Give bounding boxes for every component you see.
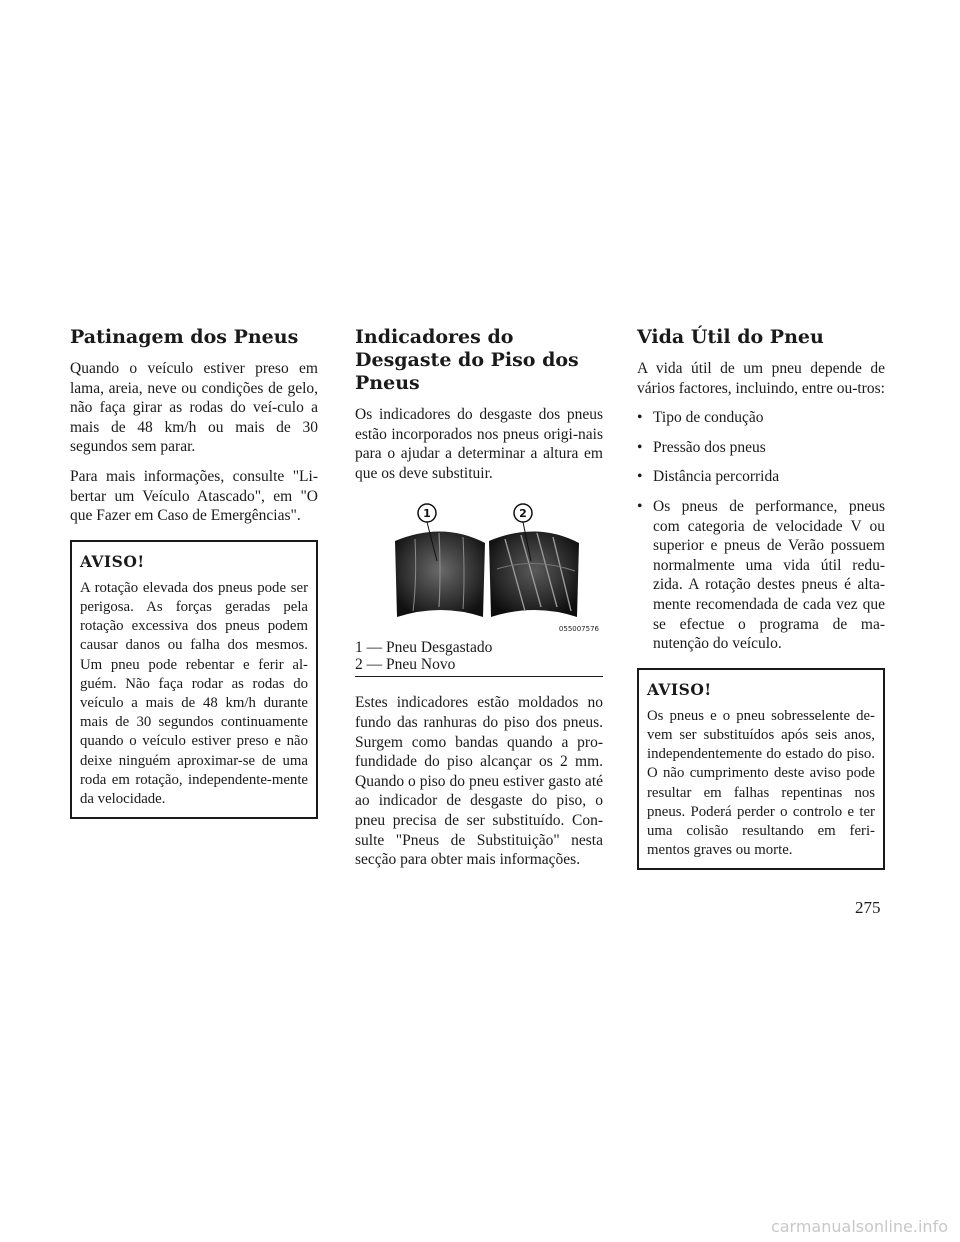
paragraph-tire-spinning-1: Quando o veículo estiver preso em lama, areia, neve ou condições de gelo, não faça girar as rodas do veí-culo a mais de 48 km/h ou mais de 30 segundos sem parar. [70,360,318,456]
heading-tire-life: Vida Útil do Pneu [637,326,824,348]
caption-new-tire: 2 — Pneu Novo [355,656,456,674]
warning-title: AVISO! [80,551,145,571]
warning-box-tire-life [637,668,885,871]
warning-text: A rotação elevada dos pneus pode ser perigosa. As forças geradas pela rotação excessiva dos pneus podem causar danos ou falha dos mesmos. Um pneu pode rebentar e ferir al-guém. Não faça rodar as rodas do veículo a mais de 48 km/h durante mais de 30 segundos continuamente quando o veículo estiver preso e não deixe ninguém aproximar-se de uma roda em rotação, independente-mente da velocidade. [80,579,308,807]
column-tire-spinning [70,326,318,819]
paragraph-tread-wear-2: Estes indicadores estão moldados no fundo das ranhuras do piso dos pneus. Surgem como bandas quando a pro-fundidade do piso alcançar os 2 mm. Quando o piso do pneu estiver gasto até ao indicador de desgaste do piso, o pneu precisa de ser substituído. Con-sulte "Pneus de Substituição" nesta secção para obter mais informações. [355,694,603,869]
list-item: • Distância percorrida [637,467,885,487]
warning-box-tire-spinning [70,540,318,819]
paragraph-tire-spinning-2: Para mais informações, consulte "Li-bertar um Veículo Atascado", em "O que Fazer em Caso de Emergências". [70,467,318,525]
footer-watermark: carmanualsonline.info [770,1217,948,1236]
warning-title: AVISO! [647,679,712,699]
list-item: • Pressão dos pneus [637,438,885,458]
tire-life-factors-list [637,408,885,654]
list-item: • Os pneus de performance, pneus com categoria de velocidade V ou superior e pneus de Verão possuem normalmente uma vida útil redu-zida. A rotação destes pneus é alta-mente recomendada de cada vez que se efectue o programa de ma-nutenção do veículo. [637,497,885,654]
callout-2: 2 [519,507,527,521]
figure-code: 055007576 [558,625,599,634]
list-item: • Tipo de condução [637,408,885,428]
heading-tire-spinning: Patinagem dos Pneus [70,326,299,348]
tire-illustration [355,499,603,639]
page-number: 275 [855,898,881,917]
paragraph-tire-life-1: A vida útil de um pneu depende de vários factores, incluindo, entre ou-tros: [637,360,885,397]
column-tire-life [637,326,885,870]
callout-1: 1 [423,507,431,521]
tire-wear-figure [355,499,603,639]
paragraph-tread-wear-1: Os indicadores do desgaste dos pneus estão incorporados nos pneus origi-nais para o ajudar a determinar a altura em que os deve substituir. [355,406,603,482]
figure-caption [355,639,603,677]
new-tire-icon [489,532,579,618]
worn-tire-icon [395,532,485,618]
heading-tread-wear: Indicadores do Desgaste do Piso dos Pneus [355,326,579,394]
column-tread-wear-indicators [355,326,603,880]
warning-text: Os pneus e o pneu sobresselente de-vem ser substituídos após seis anos, independentemente do estado do piso. O não cumprimento deste aviso pode resultar em falhas repentinas nos pneus. Poderá perder o controlo e ter uma colisão resultando em feri-mentos graves ou morte. [647,707,875,859]
caption-worn-tire: 1 — Pneu Desgastado [355,639,493,657]
